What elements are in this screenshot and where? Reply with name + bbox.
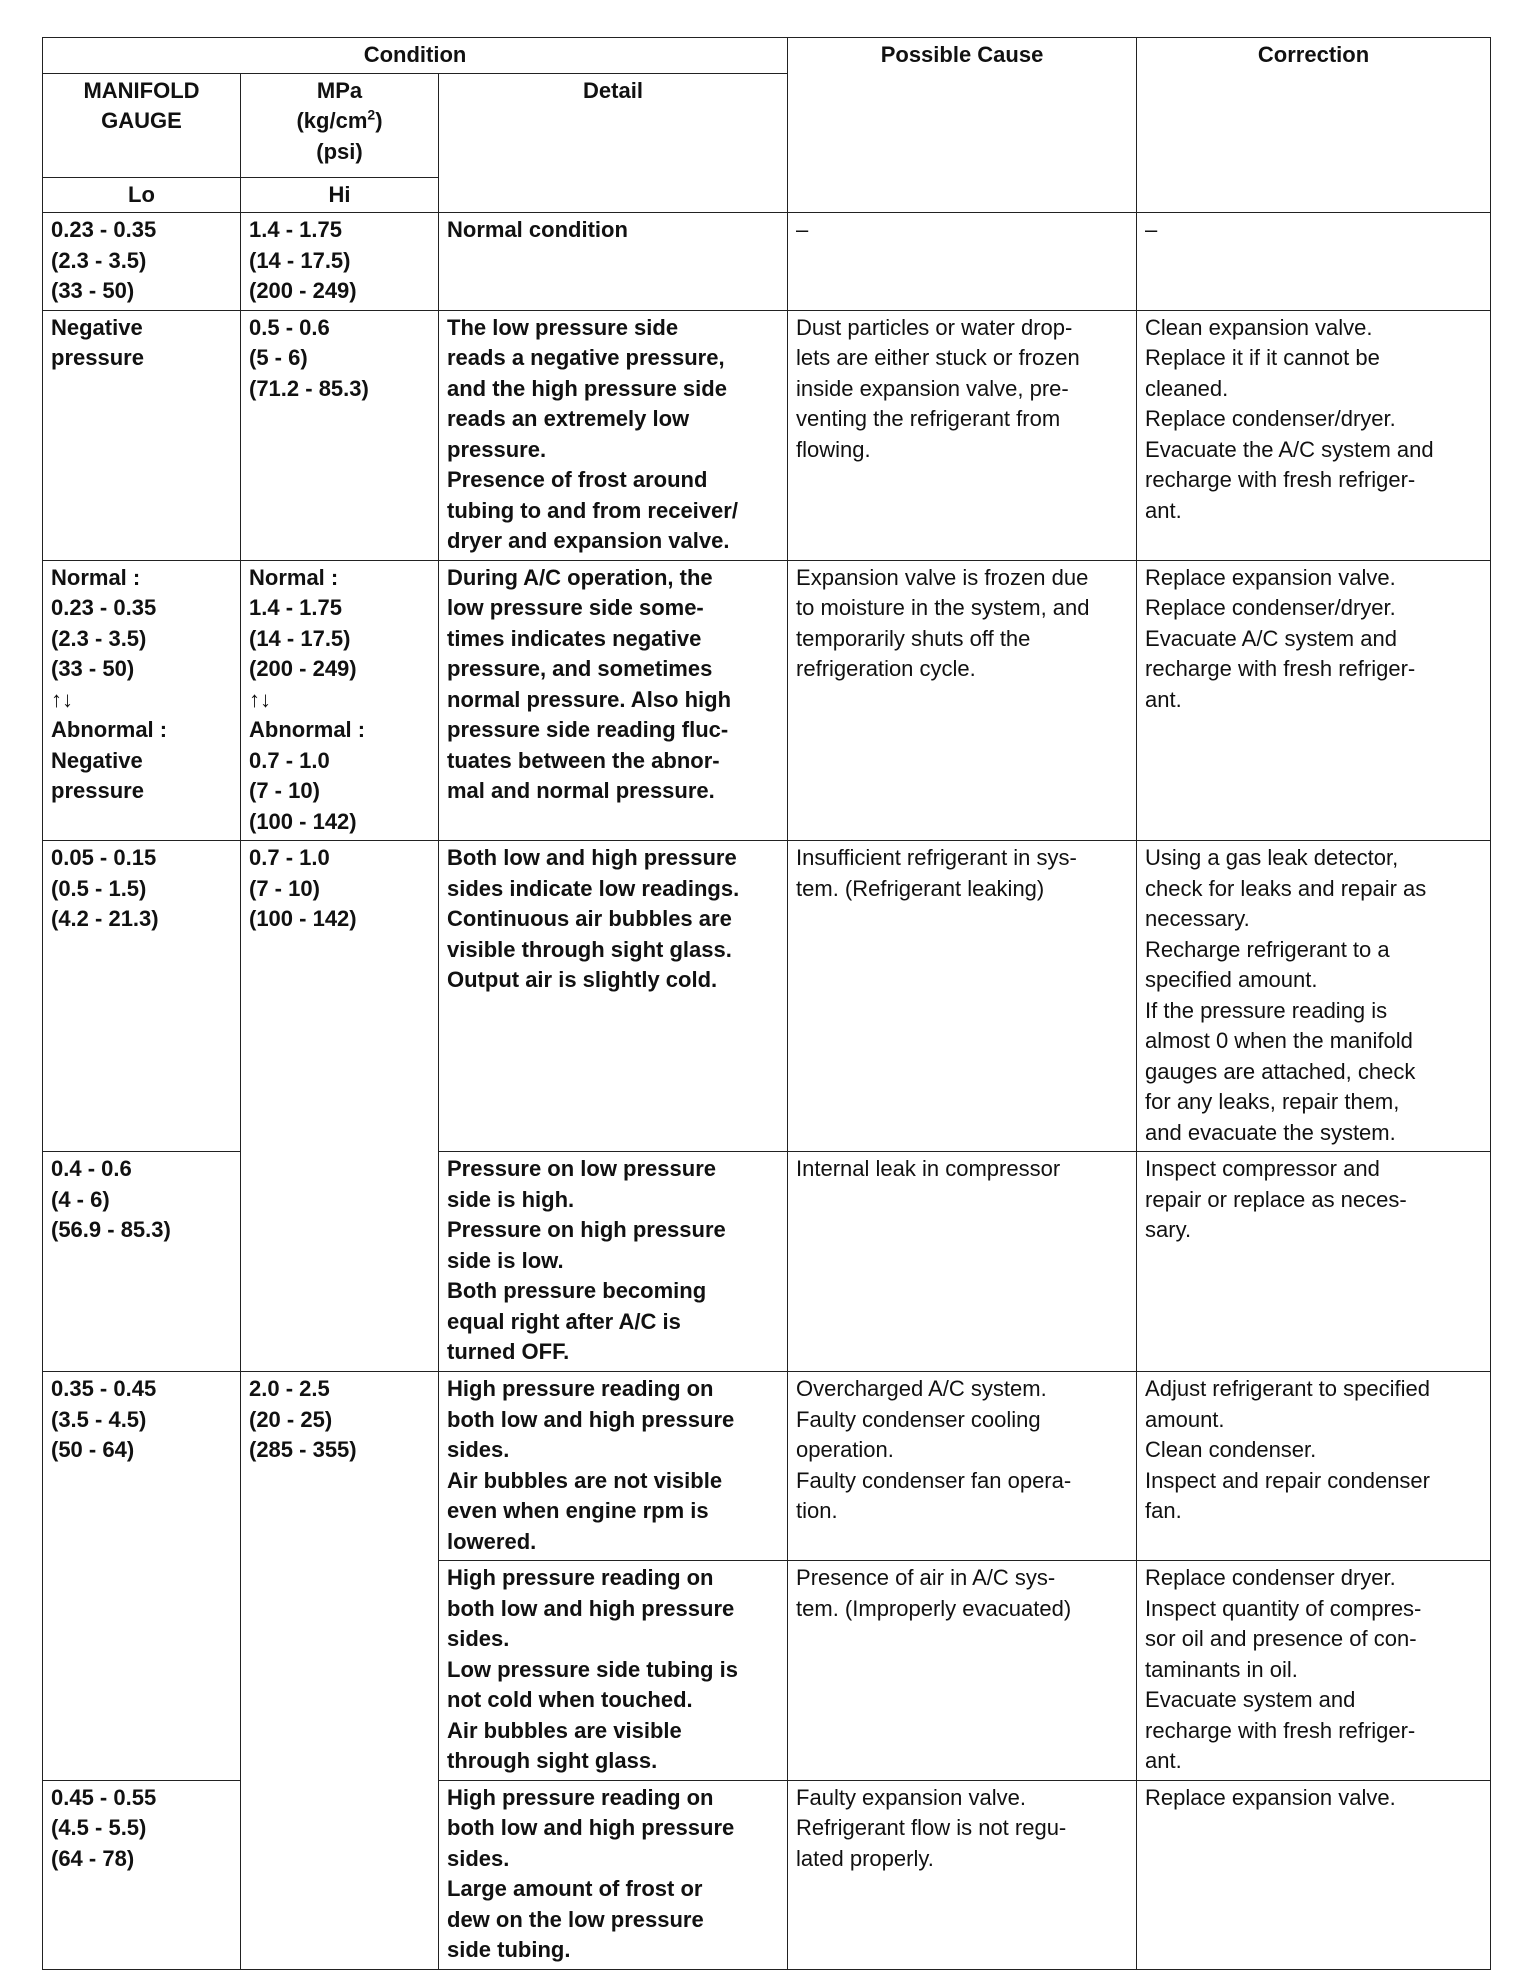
- header-possible-cause: Possible Cause: [788, 38, 1137, 213]
- row-detail: During A/C operation, the low pressure side some- times indicates negative pressure, and sometimes normal pressure. Also high pressure side reading fluc- tuates between the abnor- mal and normal pressure.: [439, 560, 788, 841]
- row-correction: Replace expansion valve.: [1137, 1780, 1491, 1969]
- table-row: [43, 841, 1491, 1152]
- row-lo: Normal : 0.23 - 0.35 (2.3 - 3.5) (33 - 50) ↑↓ Abnormal : Negative pressure: [43, 560, 241, 841]
- row-correction: Using a gas leak detector, check for leaks and repair as necessary. Recharge refrigerant to a specified amount. If the pressure reading is almost 0 when the manifold gauges are attached, check for any leaks, repair them, and evacuate the system.: [1137, 841, 1491, 1152]
- header-correction: Correction: [1137, 38, 1491, 213]
- row-detail: High pressure reading on both low and high pressure sides. Low pressure side tubing is not cold when touched. Air bubbles are visible through sight glass.: [439, 1561, 788, 1781]
- row-correction: Adjust refrigerant to specified amount. Clean condenser. Inspect and repair condenser fan.: [1137, 1372, 1491, 1561]
- row-cause: Insufficient refrigerant in sys- tem. (Refrigerant leaking): [788, 841, 1137, 1152]
- row-lo: 0.05 - 0.15 (0.5 - 1.5) (4.2 - 21.3): [43, 841, 241, 1152]
- row-lo: 0.35 - 0.45 (3.5 - 4.5) (50 - 64): [43, 1372, 241, 1781]
- row-hi: 0.5 - 0.6 (5 - 6) (71.2 - 85.3): [241, 310, 439, 560]
- row-hi: Normal : 1.4 - 1.75 (14 - 17.5) (200 - 249) ↑↓ Abnormal : 0.7 - 1.0 (7 - 10) (100 - 142): [241, 560, 439, 841]
- table-row: [43, 1372, 1491, 1561]
- row-hi: 0.7 - 1.0 (7 - 10) (100 - 142): [241, 841, 439, 1372]
- row-lo: 0.4 - 0.6 (4 - 6) (56.9 - 85.3): [43, 1152, 241, 1372]
- table-row: [43, 213, 1491, 311]
- table-row: [43, 310, 1491, 560]
- row-correction: Replace condenser dryer. Inspect quantity of compres- sor oil and presence of con- taminants in oil. Evacuate system and recharge with fresh refriger- ant.: [1137, 1561, 1491, 1781]
- row-lo: 0.23 - 0.35 (2.3 - 3.5) (33 - 50): [43, 213, 241, 311]
- troubleshooting-table: [42, 37, 1491, 1970]
- row-detail: High pressure reading on both low and high pressure sides. Large amount of frost or dew on the low pressure side tubing.: [439, 1780, 788, 1969]
- unit-mpa: MPa: [316, 77, 363, 103]
- header-hi: Hi: [241, 177, 439, 213]
- unit-kg: $(kg/cm^2)$: [296, 106, 383, 133]
- header-detail: Detail: [439, 73, 788, 213]
- row-correction: Replace expansion valve. Replace condenser/dryer. Evacuate A/C system and recharge with fresh refriger- ant.: [1137, 560, 1491, 841]
- table-row: [43, 560, 1491, 841]
- unit-psi: (psi): [316, 138, 363, 164]
- row-detail: Both low and high pressure sides indicate low readings. Continuous air bubbles are visible through sight glass. Output air is slightly cold.: [439, 841, 788, 1152]
- row-cause: Internal leak in compressor: [788, 1152, 1137, 1372]
- row-hi: 2.0 - 2.5 (20 - 25) (285 - 355): [241, 1372, 439, 1970]
- row-cause: Expansion valve is frozen due to moisture in the system, and temporarily shuts off the refrigeration cycle.: [788, 560, 1137, 841]
- row-cause: Faulty expansion valve. Refrigerant flow is not regu- lated properly.: [788, 1780, 1137, 1969]
- row-cause: Overcharged A/C system. Faulty condenser cooling operation. Faulty condenser fan opera- tion.: [788, 1372, 1137, 1561]
- row-hi: 1.4 - 1.75 (14 - 17.5) (200 - 249): [241, 213, 439, 311]
- row-correction: Inspect compressor and repair or replace as neces- sary.: [1137, 1152, 1491, 1372]
- row-correction: –: [1137, 213, 1491, 311]
- row-detail: Normal condition: [439, 213, 788, 311]
- row-detail: High pressure reading on both low and high pressure sides. Air bubbles are not visible even when engine rpm is lowered.: [439, 1372, 788, 1561]
- header-unit: [241, 73, 439, 177]
- row-detail: Pressure on low pressure side is high. Pressure on high pressure side is low. Both pressure becoming equal right after A/C is turned OFF.: [439, 1152, 788, 1372]
- header-lo: Lo: [43, 177, 241, 213]
- row-lo: 0.45 - 0.55 (4.5 - 5.5) (64 - 78): [43, 1780, 241, 1969]
- row-cause: Dust particles or water drop- lets are either stuck or frozen inside expansion valve, pre- venting the refrigerant from flowing.: [788, 310, 1137, 560]
- row-cause: –: [788, 213, 1137, 311]
- header-condition: Condition: [43, 38, 788, 74]
- row-correction: Clean expansion valve. Replace it if it cannot be cleaned. Replace condenser/dryer. Evacuate the A/C system and recharge with fresh refriger- ant.: [1137, 310, 1491, 560]
- row-lo: Negative pressure: [43, 310, 241, 560]
- row-cause: Presence of air in A/C sys- tem. (Improperly evacuated): [788, 1561, 1137, 1781]
- row-detail: The low pressure side reads a negative pressure, and the high pressure side reads an extremely low pressure. Presence of frost around tubing to and from receiver/ dryer and expansion valve.: [439, 310, 788, 560]
- header-manifold-gauge: MANIFOLD GAUGE: [43, 73, 241, 177]
